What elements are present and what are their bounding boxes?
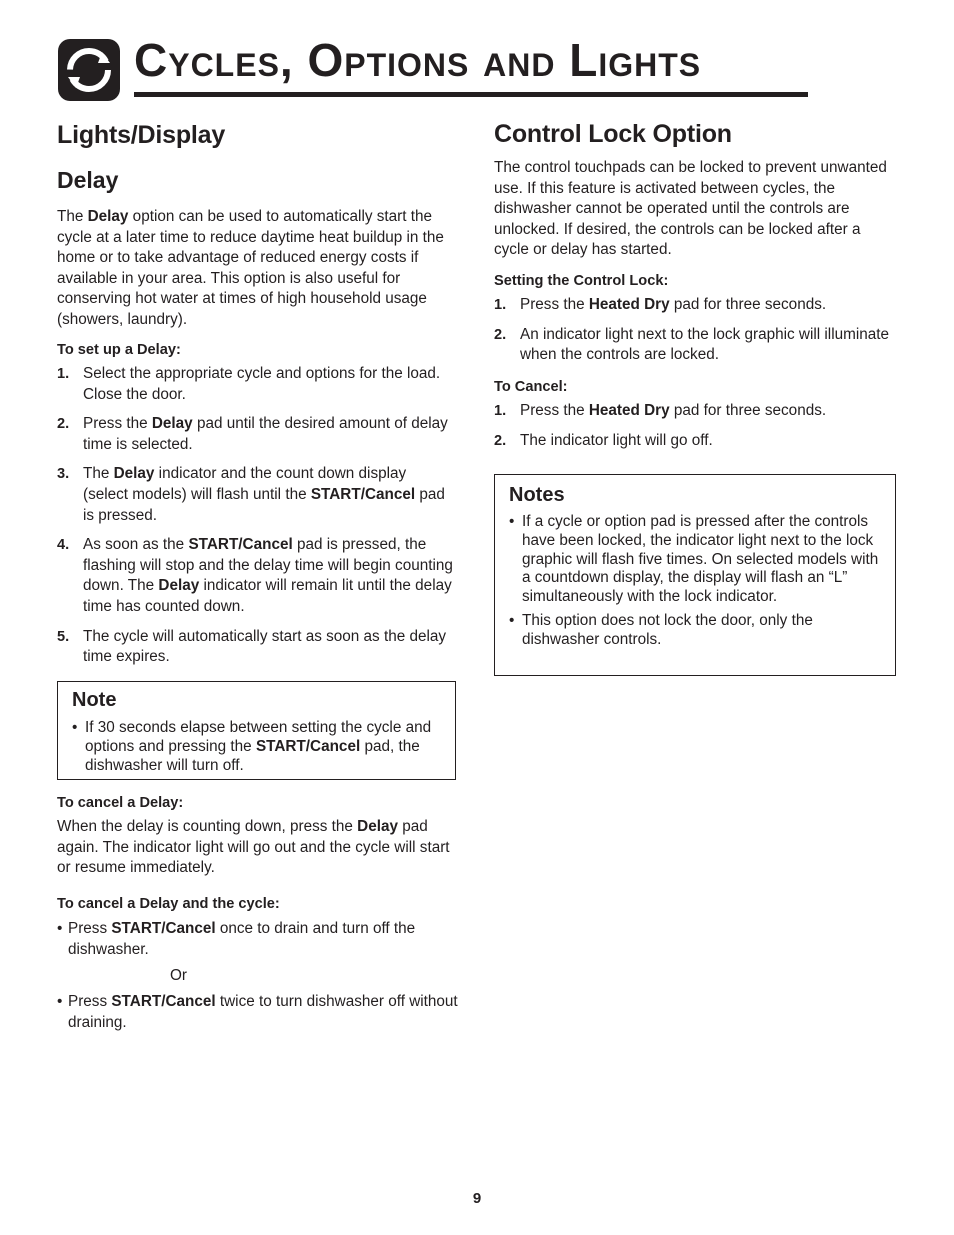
list-item: • This option does not lock the door, only the dishwasher controls. [509,612,885,650]
list-item: • If a cycle or option pad is pressed after the controls have been locked, the indicator light next to the lock graphic will flash five times. On selected models with a countdown display, the display will flash an “L” simultaneously with the lock indicator. [509,513,885,607]
list-item: 1. Press the Heated Dry pad for three seconds. [494,296,827,313]
delay-intro: The Delay option can be used to automatically start the cycle at a later time to reduce daytime heat buildup in the home or to take advantage of reduced energy costs if available in your area. This option is also useful for conserving hot water at times of high household usage (showers, laundry). [57,208,444,328]
section-title-control-lock: Control Lock Option [494,120,732,148]
cancel-option-2: • Press START/Cancel twice to turn dishwasher off without draining. [57,993,458,1031]
notes-title: Notes [509,484,565,506]
section-title-lights-display: Lights/Display [57,121,226,149]
list-item: 3. The Delay indicator and the count down display (select models) will flash until the START/Cancel pad is pressed. [57,465,445,524]
list-item: 4. As soon as the START/Cancel pad is pressed, the flashing will stop and the delay time will begin counting down. The Delay indicator will remain lit until the delay time has counted down. [57,536,453,615]
cycle-arrows-icon [58,39,120,101]
note-title: Note [72,689,117,711]
control-lock-notes-box [494,474,896,676]
page-title: Cycles, Options and Lights [134,34,702,86]
page-number: 9 [472,1190,482,1207]
or-label: Or [170,967,187,984]
subsection-title-delay: Delay [57,167,119,193]
list-item: 2. The indicator light will go off. [494,431,713,449]
note-bullets [72,719,441,775]
title-rule [134,92,808,97]
list-item: 2. Press the Delay pad until the desired amount of delay time is selected. [57,415,448,453]
cancel-option-1: • Press START/Cancel once to drain and turn off the dishwasher. [57,920,416,958]
cancel-lock-steps [494,401,892,460]
notes-bullets [509,513,885,650]
cancel-lock-heading: To Cancel: [494,379,568,395]
list-item: 2. An indicator light next to the lock graphic will illuminate when the controls are locked. [494,325,890,364]
list-item: 1. Press the Heated Dry pad for three seconds. [494,402,827,419]
cancel-delay-heading: To cancel a Delay: [57,795,184,811]
list-item: 1. Select the appropriate cycle and options for the load. Close the door. [57,365,441,403]
setting-lock-steps [494,295,892,375]
cancel-delay-cycle-heading: To cancel a Delay and the cycle: [57,896,280,912]
setup-delay-steps [57,364,455,677]
list-item: • If 30 seconds elapse between setting the cycle and options and pressing the START/Cancel pad, the dishwasher will turn off. [72,719,441,775]
control-lock-intro: The control touchpads can be locked to prevent unwanted use. If this feature is activated between cycles, the dishwasher cannot be operated until the controls are unlocked. If desired, the controls can be locked after a cycle or delay has started. [494,159,887,259]
list-item: 5. The cycle will automatically start as soon as the delay time expires. [57,627,447,666]
setting-lock-heading: Setting the Control Lock: [494,273,669,289]
cancel-delay-text: When the delay is counting down, press the Delay pad again. The indicator light will go out and the cycle will start or resume immediately. [57,818,450,877]
delay-note-box [57,681,456,780]
setup-delay-heading: To set up a Delay: [57,342,181,358]
